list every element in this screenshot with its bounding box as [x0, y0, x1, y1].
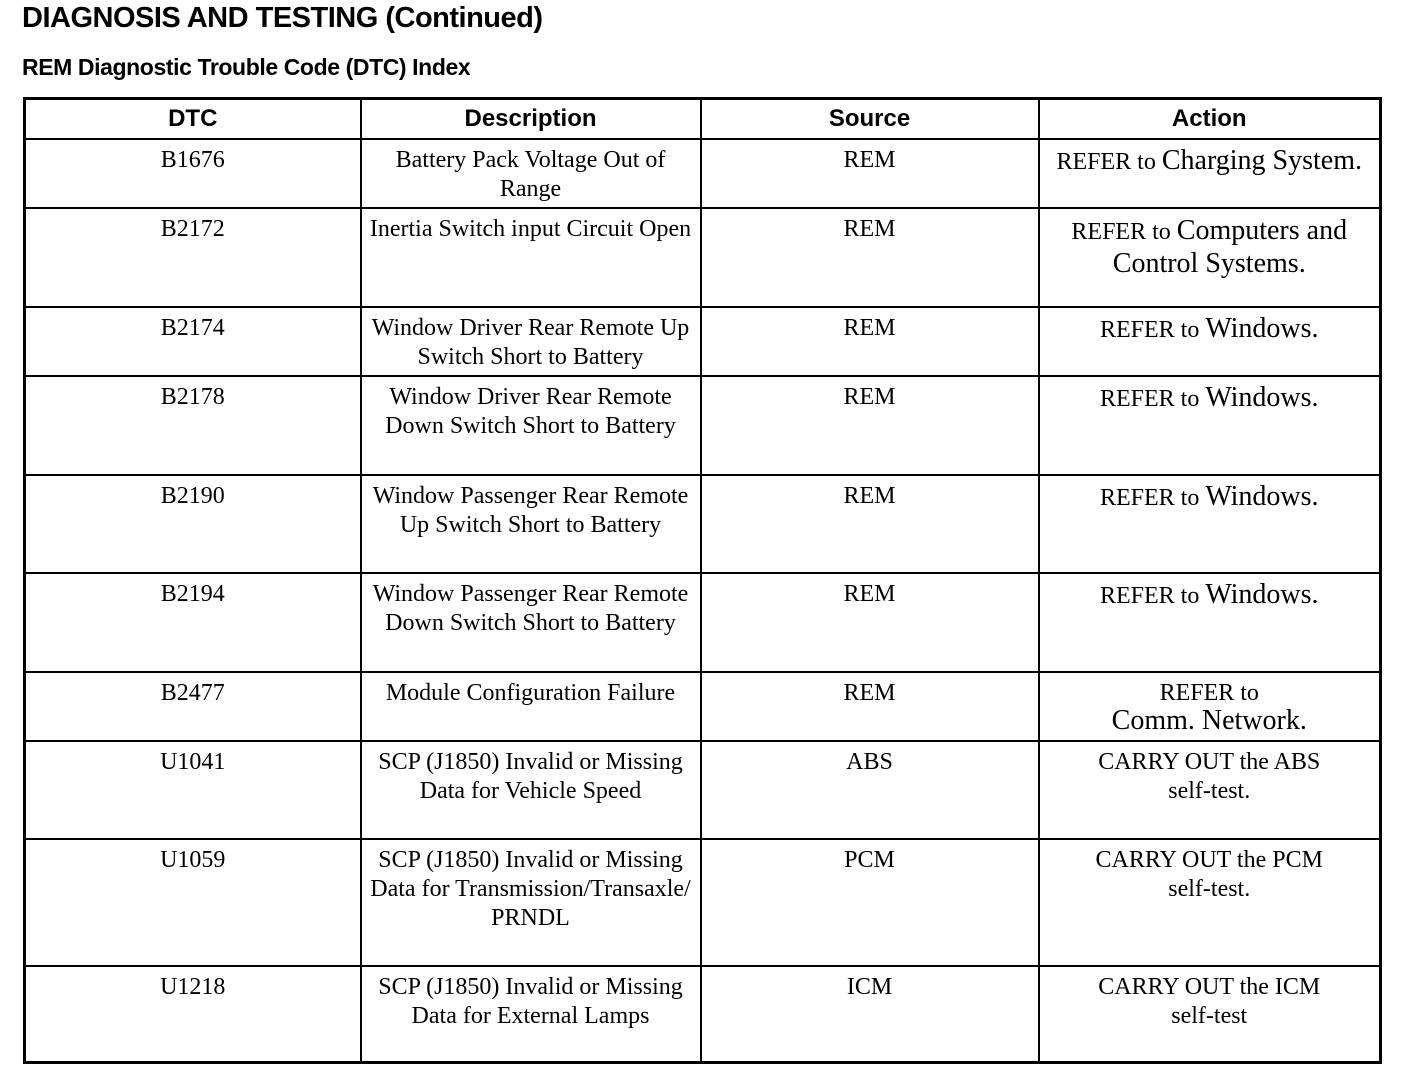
action-text: REFER to — [1099, 583, 1200, 609]
column-header-dtc: DTC — [25, 99, 361, 140]
dtc-source: REM — [701, 672, 1039, 741]
dtc-action — [1039, 475, 1381, 573]
table-row — [25, 839, 1381, 966]
dtc-source: REM — [701, 376, 1039, 475]
action-text: REFER to — [1099, 485, 1200, 511]
dtc-description: Window Passenger Rear Remote Down Switch Short to Battery — [361, 573, 701, 672]
dtc-code: U1059 — [25, 839, 361, 966]
table-row — [25, 741, 1381, 839]
action-text: REFER to — [1159, 680, 1259, 706]
action-link[interactable]: Computers and Control Systems. — [1112, 215, 1348, 279]
dtc-description: Window Driver Rear Remote Down Switch Short to Battery — [361, 376, 701, 475]
dtc-code: U1218 — [25, 966, 361, 1062]
dtc-action — [1039, 208, 1381, 307]
action-link[interactable]: Windows. — [1205, 579, 1319, 610]
action-link[interactable]: Windows. — [1205, 481, 1319, 512]
dtc-source: ABS — [701, 741, 1039, 839]
dtc-action — [1039, 376, 1381, 475]
dtc-source: REM — [701, 573, 1039, 672]
dtc-source: PCM — [701, 839, 1039, 966]
dtc-code: B2194 — [25, 573, 361, 672]
dtc-description: SCP (J1850) Invalid or Missing Data for External Lamps — [361, 966, 701, 1062]
dtc-code: B2172 — [25, 208, 361, 307]
table-row — [25, 672, 1381, 741]
dtc-action — [1039, 672, 1381, 741]
table-row — [25, 573, 1381, 672]
page-title: DIAGNOSIS AND TESTING (Continued) — [22, 2, 543, 34]
dtc-index-table — [23, 97, 1382, 1064]
dtc-source: REM — [701, 208, 1039, 307]
dtc-action: CARRY OUT the ICM self-test — [1039, 966, 1381, 1062]
dtc-source: REM — [701, 307, 1039, 376]
table-title: REM Diagnostic Trouble Code (DTC) Index — [22, 54, 471, 80]
table-row — [25, 208, 1381, 307]
dtc-source: REM — [701, 475, 1039, 573]
action-text: REFER to — [1071, 219, 1171, 245]
table-row — [25, 966, 1381, 1062]
action-link[interactable]: Charging System. — [1161, 145, 1362, 176]
action-text: REFER to — [1099, 317, 1200, 343]
dtc-action — [1039, 139, 1381, 208]
dtc-code: U1041 — [25, 741, 361, 839]
dtc-description: Module Configuration Failure — [361, 672, 701, 741]
dtc-description: Window Passenger Rear Remote Up Switch Short to Battery — [361, 475, 701, 573]
column-header-action: Action — [1039, 99, 1381, 140]
table-row — [25, 376, 1381, 475]
table-row — [25, 139, 1381, 208]
action-link[interactable]: Windows. — [1205, 382, 1319, 413]
dtc-action: CARRY OUT the ABS self-test. — [1039, 741, 1381, 839]
column-header-source: Source — [701, 99, 1039, 140]
dtc-description: Battery Pack Voltage Out of Range — [361, 139, 701, 208]
action-link[interactable]: Windows. — [1205, 313, 1319, 344]
dtc-description: SCP (J1850) Invalid or Missing Data for Vehicle Speed — [361, 741, 701, 839]
dtc-code: B2477 — [25, 672, 361, 741]
dtc-action: CARRY OUT the PCM self-test. — [1039, 839, 1381, 966]
dtc-description: SCP (J1850) Invalid or Missing Data for Transmission/Transaxle/ PRNDL — [361, 839, 701, 966]
table-header-row — [25, 99, 1381, 140]
dtc-code: B2174 — [25, 307, 361, 376]
column-header-description: Description — [361, 99, 701, 140]
dtc-description: Inertia Switch input Circuit Open — [361, 208, 701, 307]
dtc-action — [1039, 573, 1381, 672]
dtc-action — [1039, 307, 1381, 376]
dtc-code: B2190 — [25, 475, 361, 573]
dtc-source: ICM — [701, 966, 1039, 1062]
table-row — [25, 475, 1381, 573]
dtc-source: REM — [701, 139, 1039, 208]
dtc-code: B2178 — [25, 376, 361, 475]
action-link[interactable]: Comm. Network. — [1111, 705, 1307, 736]
action-text: REFER to — [1056, 149, 1156, 175]
dtc-code: B1676 — [25, 139, 361, 208]
dtc-description: Window Driver Rear Remote Up Switch Short to Battery — [361, 307, 701, 376]
table-row — [25, 307, 1381, 376]
action-text: REFER to — [1099, 386, 1200, 412]
